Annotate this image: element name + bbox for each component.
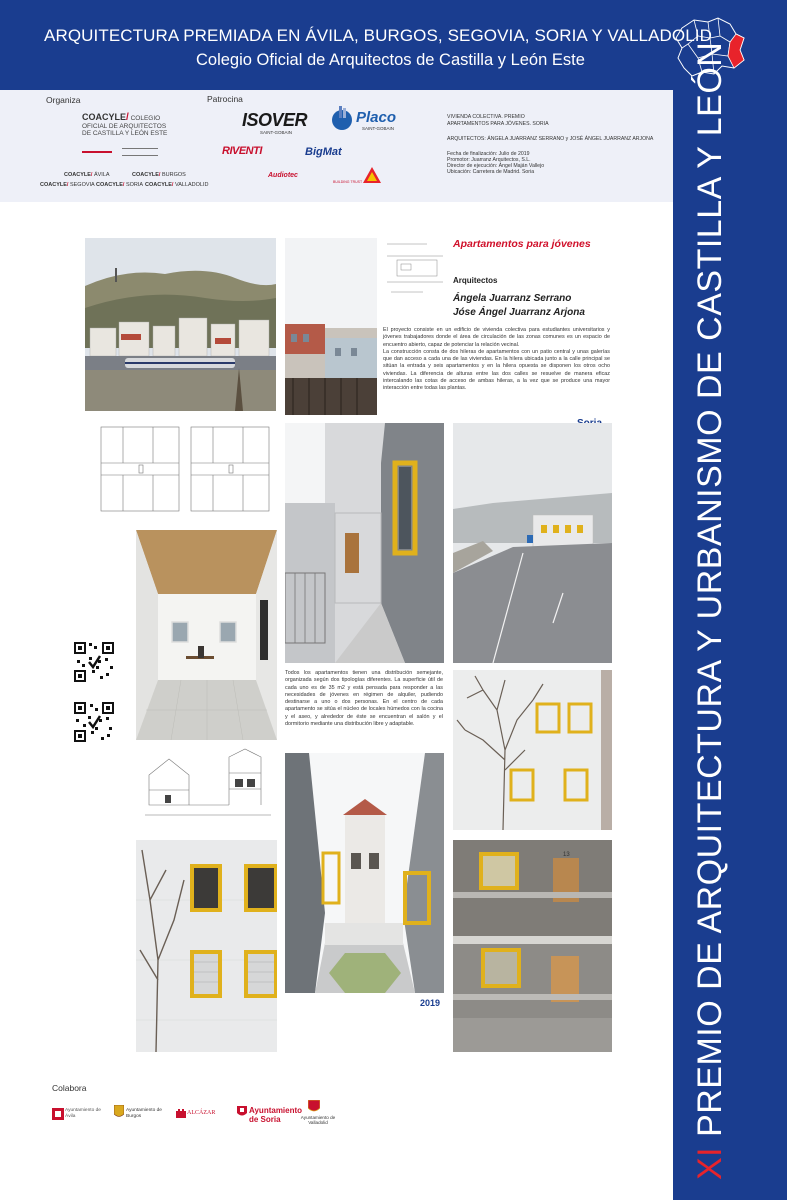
poster-title: ARQUITECTURA PREMIADA EN ÁVILA, BURGOS, SEGOVIA, SORIA Y VALLADOLID (44, 26, 713, 45)
project-info-line6: Director de ejecución: Ángel Maján Vallejo (447, 163, 545, 169)
project-info-line4: Fecha de finalización: Julio de 2019 (447, 151, 530, 157)
sponsor-band (0, 90, 673, 202)
patrocina-label: Patrocina (207, 94, 243, 104)
bigmat-logo: BigMat (305, 146, 342, 158)
photo-facade-yellow-windows (136, 840, 277, 1052)
demarcation-segovia: COACYLE/ SEGOVIA (40, 182, 95, 188)
svg-text:13: 13 (563, 852, 570, 858)
soria-shield-icon (237, 1106, 247, 1118)
project-info-line2: APARTAMENTOS PARA JÓVENES. SORIA (447, 121, 549, 127)
photo-gallery-corridor (285, 423, 444, 663)
burgos-shield-icon (114, 1105, 124, 1119)
valladolid-shield-icon (308, 1100, 320, 1114)
side-banner-text: PREMIO DE ARQUITECTURA Y URBANISMO DE CASTILLA Y LEÓN (691, 41, 729, 1137)
audiotec-logo: Audiotec (268, 172, 298, 179)
logo-ayuntamiento-avila: Ayuntamiento de Ávila (52, 1100, 100, 1130)
placo-logo-icon (331, 106, 353, 132)
placo-logo: Placo (356, 109, 397, 126)
sections-drawing (145, 745, 275, 830)
photo-apartment-interior (136, 530, 277, 740)
placo-saint-gobain-text: SAINT-GOBAIN (362, 126, 395, 131)
isover-saint-gobain-text: SAINT-GOBAIN (260, 130, 293, 135)
demarcation-soria: COACYLE/ SORIA (96, 182, 144, 188)
demarcation-valladolid: COACYLE/ VALLADOLID (145, 182, 209, 188)
qr-code-2-icon[interactable] (72, 700, 116, 744)
project-description-2: Todos los apartamentos tienen una distribución semejante, organizada según dos tipologías diferentes. La superficie útil de cada uno es de 35 m2 y está pensada para responder a las necesidades de jóvenes en régimen de alquiler, pudiendo destinarse a uno o dos personas. En el centro de cada apartamento se sitúa el núcleo de locales húmedos con la cocina y el aseo, y alrededor de éste se encuentran el salón y el dormitorio mediante una distribución libre y adaptable. (285, 670, 443, 728)
project-info-line3: ARQUITECTOS: ÁNGELA JUARRANZ SERRANO y JOSÉ ÁNGEL JUARRANZ ARJONA (447, 136, 654, 142)
project-info-line5: Promotor: Juarranz Arquitectos, S.L. (447, 157, 531, 163)
floor-plans-drawing (93, 423, 277, 521)
logo-ayuntamiento-burgos: Ayuntamiento de Burgos (114, 1100, 160, 1130)
photo-facade-balconies (453, 840, 612, 1052)
coacyle-logo: COACYLE/ COLEGIO OFICIAL DE ARQUITECTOS DE CASTILLA Y LEÓN ESTE (82, 112, 168, 137)
isover-logo: ISOVER (242, 110, 308, 130)
qr-code-1-icon[interactable] (72, 640, 116, 684)
project-title: Apartamentos para jóvenes (453, 238, 591, 250)
architect-name-2: Jóse Ángel Juarranz Arjona (453, 307, 585, 318)
demarcation-burgos: COACYLE/ BURGOS (132, 172, 186, 178)
photo-courtyard (285, 753, 444, 993)
photo-street-exterior (453, 423, 612, 663)
riventi-logo: RIVENTI (222, 145, 262, 157)
logo-alcazar: ALCÁZAR (176, 1100, 224, 1130)
coacyle-gray-bar (122, 148, 158, 156)
site-plan-drawing (383, 238, 447, 300)
poster-subtitle: Colegio Oficial de Arquitectos de Castilla y León Este (196, 51, 585, 69)
logo-ayuntamiento-soria: Ayuntamiento de Soria (237, 1100, 285, 1130)
project-description-1: El proyecto consiste en un edificio de vivienda colectiva para estudiantes universitarios y jóvenes trabajadores donde el área de circulación de las zonas comunes es un espacio de encuentro abierto, capaz de potenciar la relación vecinal. La construcción consta de dos hileras de apartamentos con un patio central y unas galerías que dan acceso a cada una de las viviendas. En la hilera ubicada junto a la calle principal se sitúan la entrada y seis apartamentos y en la hilera opuesta se disponen los otros ocho viviendas. La diferencia de alturas entre las dos calles se resuelve de manera eficaz intercalando las cotas de acceso de ambas hileras, a la vez que se produce una mayor interacción entre todas las plantas. (383, 327, 610, 392)
side-banner (673, 41, 787, 1200)
coacyle-red-bar (82, 151, 112, 153)
logo-ayuntamiento-valladolid: Ayuntamiento de Valladolid (298, 1100, 338, 1130)
alcazar-castle-icon (176, 1108, 186, 1118)
demarcation-avila: COACYLE/ ÁVILA (64, 172, 110, 178)
avila-logo-icon (52, 1108, 64, 1120)
side-banner-numeral: XI (691, 1146, 729, 1180)
side-banner-title (691, 42, 730, 1180)
sika-logo-icon (363, 167, 381, 183)
photo-facade-tree (453, 670, 612, 830)
sika-building-trust-text: BUILDING TRUST (333, 180, 363, 184)
poster-header (0, 0, 787, 90)
colabora-label: Colabora (52, 1083, 87, 1093)
photo-building-street (285, 238, 377, 415)
project-year: 2019 (420, 998, 441, 1008)
project-info-line7: Ubicación: Carretera de Madrid. Soria (447, 169, 535, 175)
architects-label: Arquitectos (453, 276, 498, 285)
organiza-label: Organiza (46, 95, 81, 105)
project-info-line1: VIVIENDA COLECTIVA. PREMIO (447, 114, 525, 120)
photo-town-landscape (85, 238, 276, 411)
architect-name-1: Ángela Juarranz Serrano (453, 293, 572, 304)
